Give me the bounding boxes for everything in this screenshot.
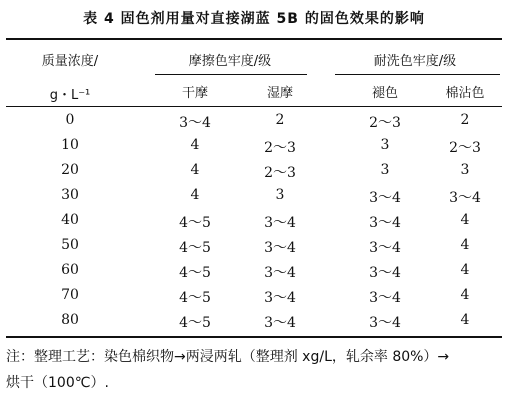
header-rubbing-group: 摩擦色牢度/级 bbox=[188, 54, 272, 69]
cell-dry-rub: 4 bbox=[190, 187, 200, 203]
header-stain: 棉沾色 bbox=[445, 86, 485, 101]
header-bottom-rule bbox=[6, 106, 502, 107]
washing-group-underline bbox=[335, 74, 500, 75]
cell-wet-rub: 3～4 bbox=[264, 215, 296, 231]
cell-fade: 3～4 bbox=[369, 215, 401, 231]
header-dry-rub: 干摩 bbox=[181, 86, 208, 101]
note-line-2: 烘干（100℃）. bbox=[6, 375, 109, 391]
bottom-rule bbox=[6, 336, 502, 338]
cell-dry-rub: 4～5 bbox=[179, 265, 211, 281]
cell-dry-rub: 4 bbox=[190, 137, 200, 153]
cell-fade: 3～4 bbox=[369, 190, 401, 206]
cell-concentration: 0 bbox=[65, 112, 75, 128]
cell-fade: 2～3 bbox=[369, 115, 401, 131]
header-concentration-line1: 质量浓度/ bbox=[41, 54, 99, 69]
cell-wet-rub: 3～4 bbox=[264, 265, 296, 281]
cell-stain: 4 bbox=[460, 212, 470, 228]
cell-wet-rub: 3～4 bbox=[264, 315, 296, 331]
cell-stain: 4 bbox=[460, 262, 470, 278]
cell-stain: 4 bbox=[460, 287, 470, 303]
cell-concentration: 30 bbox=[61, 187, 79, 203]
cell-fade: 3～4 bbox=[369, 265, 401, 281]
header-fade: 褪色 bbox=[371, 86, 398, 101]
cell-concentration: 20 bbox=[61, 162, 79, 178]
cell-dry-rub: 4～5 bbox=[179, 315, 211, 331]
note-line-1: 注：整理工艺：染色棉织物→两浸两轧（整理剂 xg/L，轧余率 80%）→ bbox=[6, 349, 450, 365]
cell-concentration: 60 bbox=[61, 262, 79, 278]
header-washing-group: 耐洗色牢度/级 bbox=[373, 54, 457, 69]
rubbing-group-underline bbox=[155, 74, 307, 75]
cell-stain: 2 bbox=[460, 112, 470, 128]
top-rule bbox=[6, 38, 502, 40]
table-title: 表 4 固色剂用量对直接湖蓝 5B 的固色效果的影响 bbox=[83, 11, 425, 27]
cell-stain: 4 bbox=[460, 312, 470, 328]
cell-wet-rub: 3～4 bbox=[264, 290, 296, 306]
cell-concentration: 80 bbox=[61, 312, 79, 328]
cell-concentration: 50 bbox=[61, 237, 79, 253]
cell-fade: 3～4 bbox=[369, 240, 401, 256]
cell-dry-rub: 3～4 bbox=[179, 115, 211, 131]
cell-concentration: 40 bbox=[61, 212, 79, 228]
cell-concentration: 70 bbox=[61, 287, 79, 303]
cell-wet-rub: 2～3 bbox=[264, 140, 296, 156]
cell-stain: 3 bbox=[460, 162, 470, 178]
cell-dry-rub: 4～5 bbox=[179, 290, 211, 306]
cell-wet-rub: 2～3 bbox=[264, 165, 296, 181]
cell-dry-rub: 4～5 bbox=[179, 240, 211, 256]
cell-wet-rub: 3 bbox=[275, 187, 285, 203]
cell-stain: 3～4 bbox=[449, 190, 481, 206]
cell-fade: 3 bbox=[380, 162, 390, 178]
cell-fade: 3 bbox=[380, 137, 390, 153]
cell-concentration: 10 bbox=[61, 137, 79, 153]
header-concentration-line2: g・L⁻¹ bbox=[49, 88, 91, 103]
cell-fade: 3～4 bbox=[369, 315, 401, 331]
cell-fade: 3～4 bbox=[369, 290, 401, 306]
header-wet-rub: 湿摩 bbox=[266, 86, 293, 101]
cell-stain: 4 bbox=[460, 237, 470, 253]
table-note bbox=[6, 344, 502, 396]
cell-stain: 2～3 bbox=[449, 140, 481, 156]
cell-wet-rub: 3～4 bbox=[264, 240, 296, 256]
cell-dry-rub: 4～5 bbox=[179, 215, 211, 231]
cell-wet-rub: 2 bbox=[275, 112, 285, 128]
cell-dry-rub: 4 bbox=[190, 162, 200, 178]
